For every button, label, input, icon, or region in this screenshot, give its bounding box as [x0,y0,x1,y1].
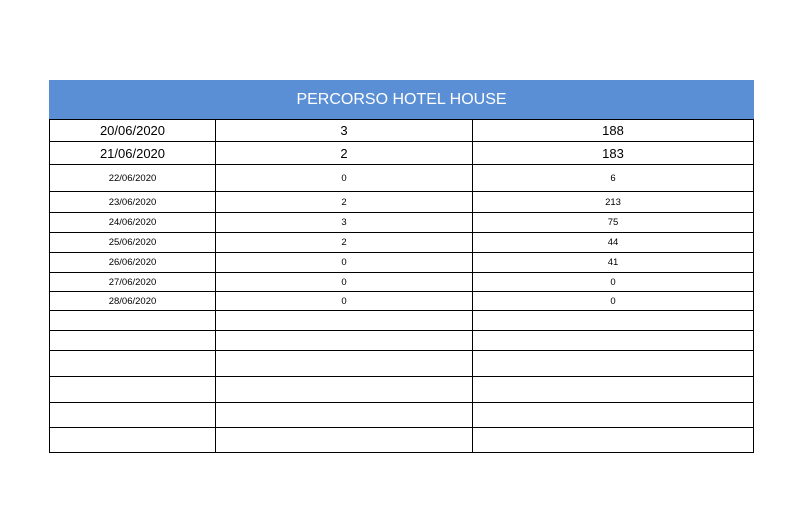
total-cell: 183 [473,142,754,165]
date-cell [50,311,216,331]
total-cell [473,331,754,351]
table-row [50,213,754,233]
table-row [50,351,754,377]
total-cell [473,428,754,453]
table-row [50,165,754,192]
date-cell: 25/06/2020 [50,233,216,253]
date-cell: 26/06/2020 [50,253,216,273]
table-row [50,292,754,311]
count-cell: 0 [216,165,473,192]
count-cell [216,403,473,428]
table-row [50,311,754,331]
count-cell: 2 [216,192,473,213]
table-title: PERCORSO HOTEL HOUSE [50,81,754,120]
date-cell: 28/06/2020 [50,292,216,311]
count-cell: 0 [216,292,473,311]
date-cell: 24/06/2020 [50,213,216,233]
date-cell: 20/06/2020 [50,120,216,142]
count-cell: 0 [216,253,473,273]
total-cell: 0 [473,292,754,311]
table-row [50,273,754,292]
table-row [50,120,754,142]
date-cell [50,403,216,428]
date-cell: 22/06/2020 [50,165,216,192]
count-cell [216,377,473,403]
count-cell: 2 [216,142,473,165]
date-cell [50,331,216,351]
total-cell: 213 [473,192,754,213]
table-row [50,377,754,403]
table-row [50,428,754,453]
count-cell [216,351,473,377]
data-table [49,80,754,453]
count-cell [216,428,473,453]
date-cell: 21/06/2020 [50,142,216,165]
date-cell [50,377,216,403]
table-row [50,253,754,273]
count-cell: 3 [216,120,473,142]
table-row [50,142,754,165]
total-cell: 44 [473,233,754,253]
total-cell [473,311,754,331]
table-row [50,403,754,428]
table-row [50,192,754,213]
count-cell: 0 [216,273,473,292]
table-row [50,331,754,351]
total-cell: 41 [473,253,754,273]
count-cell: 3 [216,213,473,233]
total-cell [473,377,754,403]
date-cell [50,351,216,377]
total-cell [473,351,754,377]
total-cell: 6 [473,165,754,192]
date-cell: 23/06/2020 [50,192,216,213]
header-row [50,81,754,120]
table-row [50,233,754,253]
total-cell: 188 [473,120,754,142]
count-cell [216,311,473,331]
count-cell: 2 [216,233,473,253]
total-cell: 75 [473,213,754,233]
total-cell: 0 [473,273,754,292]
total-cell [473,403,754,428]
count-cell [216,331,473,351]
date-cell [50,428,216,453]
date-cell: 27/06/2020 [50,273,216,292]
